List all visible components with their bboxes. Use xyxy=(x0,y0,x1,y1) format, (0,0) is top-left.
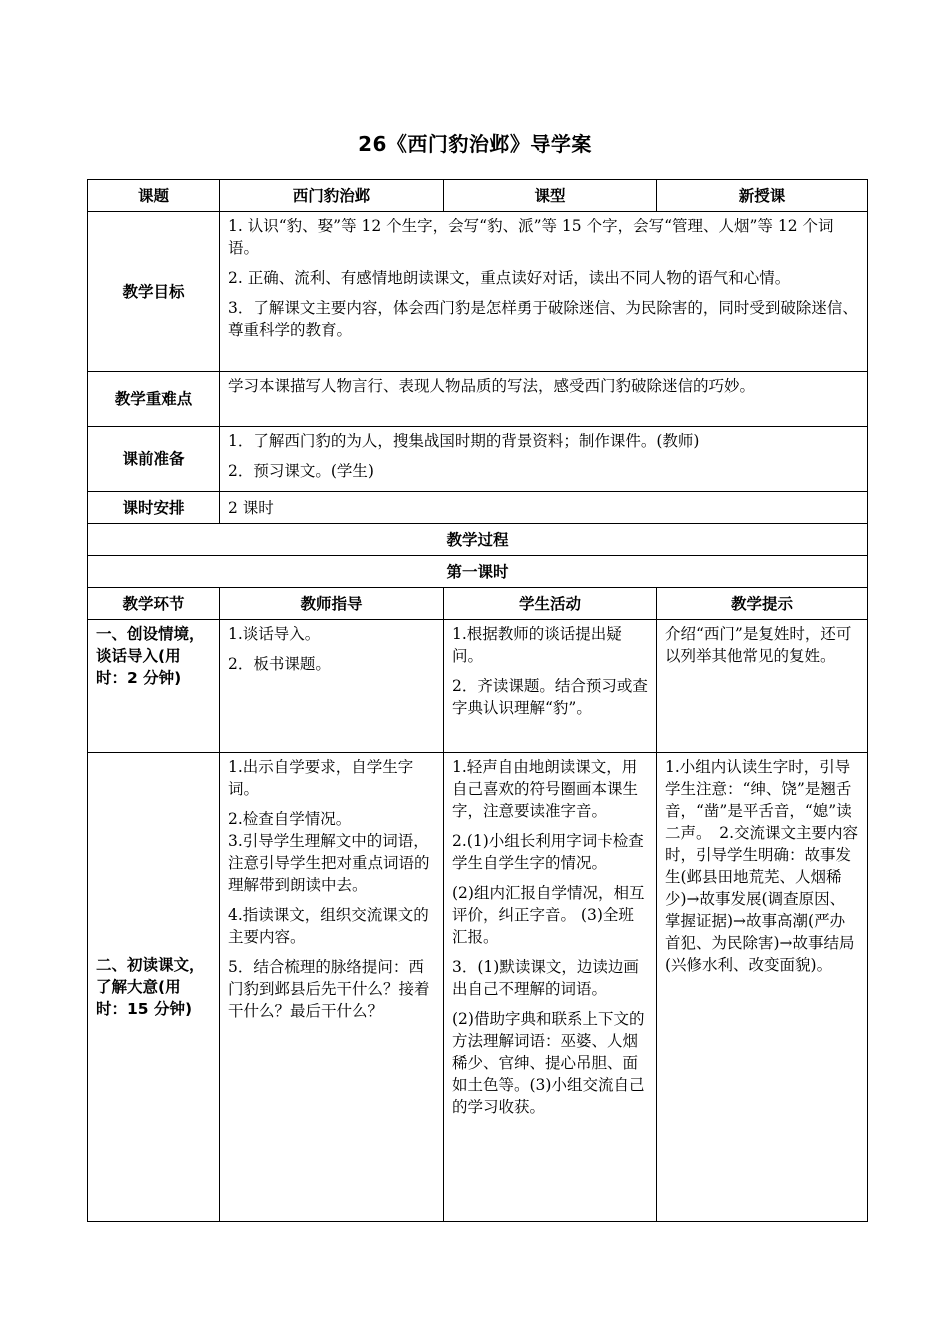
page-title: 26《西门豹治邺》导学案 xyxy=(358,132,592,156)
preparation-row xyxy=(88,427,868,492)
objective-item: 2. 正确、流利、有感情地朗读课文，重点读好对话，读出不同人物的语气和心情。 xyxy=(228,269,791,287)
stage-cell: 一、创设情境，谈话导入(用时：2 分钟) xyxy=(88,620,220,753)
lesson-title: 第一课时 xyxy=(88,556,868,588)
teacher-item: 2．板书课题。 xyxy=(228,655,331,673)
tip-item: 1.小组内认读生字时，引导学生注意：“绅、饶”是翘舌音，“凿”是平舌音，“媳”读二声。 2.交流课文主要内容时，引导学生明确：故事发生(邺县田地荒芜、人烟稀少)→故事发展(调查原因、掌握证据)→故事高潮(严办首犯、为民除害)→故事结局(兴修水利、改变面貌)。 xyxy=(665,758,859,974)
objectives-content xyxy=(220,212,868,372)
teacher-item: 1.谈话导入。 xyxy=(228,625,321,643)
teaching-tips-cell xyxy=(657,753,868,1222)
teacher-item: 5．结合梳理的脉络提问：西门豹到邺县后先干什么？接着干什么？最后干什么？ xyxy=(228,958,430,1020)
objectives-label: 教学目标 xyxy=(88,212,220,372)
process-row-reading xyxy=(88,753,868,1222)
schedule-row xyxy=(88,492,868,524)
column-header: 教学环节 xyxy=(88,588,220,620)
key-points-label: 教学重难点 xyxy=(88,372,220,427)
teacher-item: 2.检查自学情况。 xyxy=(228,810,352,828)
teacher-guidance-cell xyxy=(220,753,444,1222)
teacher-item: 1.出示自学要求，自学生字词。 xyxy=(228,758,414,798)
process-title: 教学过程 xyxy=(88,524,868,556)
objective-item: 1. 认识“豹、娶”等 12 个生字，会写“豹、派”等 15 个字，会写“管理、人烟”等 12 个词语。 xyxy=(228,217,834,257)
schedule-text: 2 课时 xyxy=(220,492,868,524)
lesson-plan-table xyxy=(87,179,868,1222)
topic-label: 课题 xyxy=(88,180,220,212)
preparation-content xyxy=(220,427,868,492)
student-item: 2.(1)小组长利用字词卡检查学生自学生字的情况。 xyxy=(452,832,644,872)
preparation-item: 1．了解西门豹的为人，搜集战国时期的背景资料；制作课件。(教师) xyxy=(228,432,700,450)
lesson-title-row xyxy=(88,556,868,588)
student-item: 1.根据教师的谈话提出疑问。 xyxy=(452,625,622,665)
process-title-row xyxy=(88,524,868,556)
column-header: 教师指导 xyxy=(220,588,444,620)
student-item: (2)组内汇报自学情况，相互评价，纠正字音。 (3)全班汇报。 xyxy=(452,884,645,946)
objective-item: 3．了解课文主要内容，体会西门豹是怎样勇于破除迷信、为民除害的，同时受到破除迷信、尊重科学的教育。 xyxy=(228,299,858,339)
student-item: (2)借助字典和联系上下文的方法理解词语：巫婆、人烟稀少、官绅、提心吊胆、面如土色等。(3)小组交流自己的学习收获。 xyxy=(452,1010,645,1116)
stage-cell: 二、初读课文，了解大意(用时：15 分钟) xyxy=(88,753,220,1222)
student-item: 3．(1)默读课文，边读边画出自己不理解的词语。 xyxy=(452,958,639,998)
column-header-row xyxy=(88,588,868,620)
teacher-item: 3.引导学生理解文中的词语，注意引导学生把对重点词语的理解带到朗读中去。 xyxy=(228,832,430,894)
type-label: 课型 xyxy=(444,180,657,212)
preparation-label: 课前准备 xyxy=(88,427,220,492)
type-value: 新授课 xyxy=(657,180,868,212)
tip-item: 介绍“西门”是复姓时，还可以列举其他常见的复姓。 xyxy=(665,625,852,665)
process-row-intro xyxy=(88,620,868,753)
key-points-paragraph: 学习本课描写人物言行、表现人物品质的写法，感受西门豹破除迷信的巧妙。 xyxy=(228,377,756,395)
teacher-item: 4.指读课文，组织交流课文的主要内容。 xyxy=(228,906,429,946)
key-points-row xyxy=(88,372,868,427)
student-activity-cell xyxy=(444,753,657,1222)
key-points-text xyxy=(220,372,868,427)
topic-value: 西门豹治邺 xyxy=(220,180,444,212)
teacher-guidance-cell xyxy=(220,620,444,753)
objectives-row xyxy=(88,212,868,372)
preparation-item: 2．预习课文。(学生) xyxy=(228,462,374,480)
student-item: 1.轻声自由地朗读课文，用自己喜欢的符号圈画本课生字，注意要读准字音。 xyxy=(452,758,639,820)
schedule-label: 课时安排 xyxy=(88,492,220,524)
header-row xyxy=(88,180,868,212)
column-header: 学生活动 xyxy=(444,588,657,620)
student-item: 2．齐读课题。结合预习或查字典认识理解“豹”。 xyxy=(452,677,648,717)
teaching-tips-cell xyxy=(657,620,868,753)
column-header: 教学提示 xyxy=(657,588,868,620)
student-activity-cell xyxy=(444,620,657,753)
